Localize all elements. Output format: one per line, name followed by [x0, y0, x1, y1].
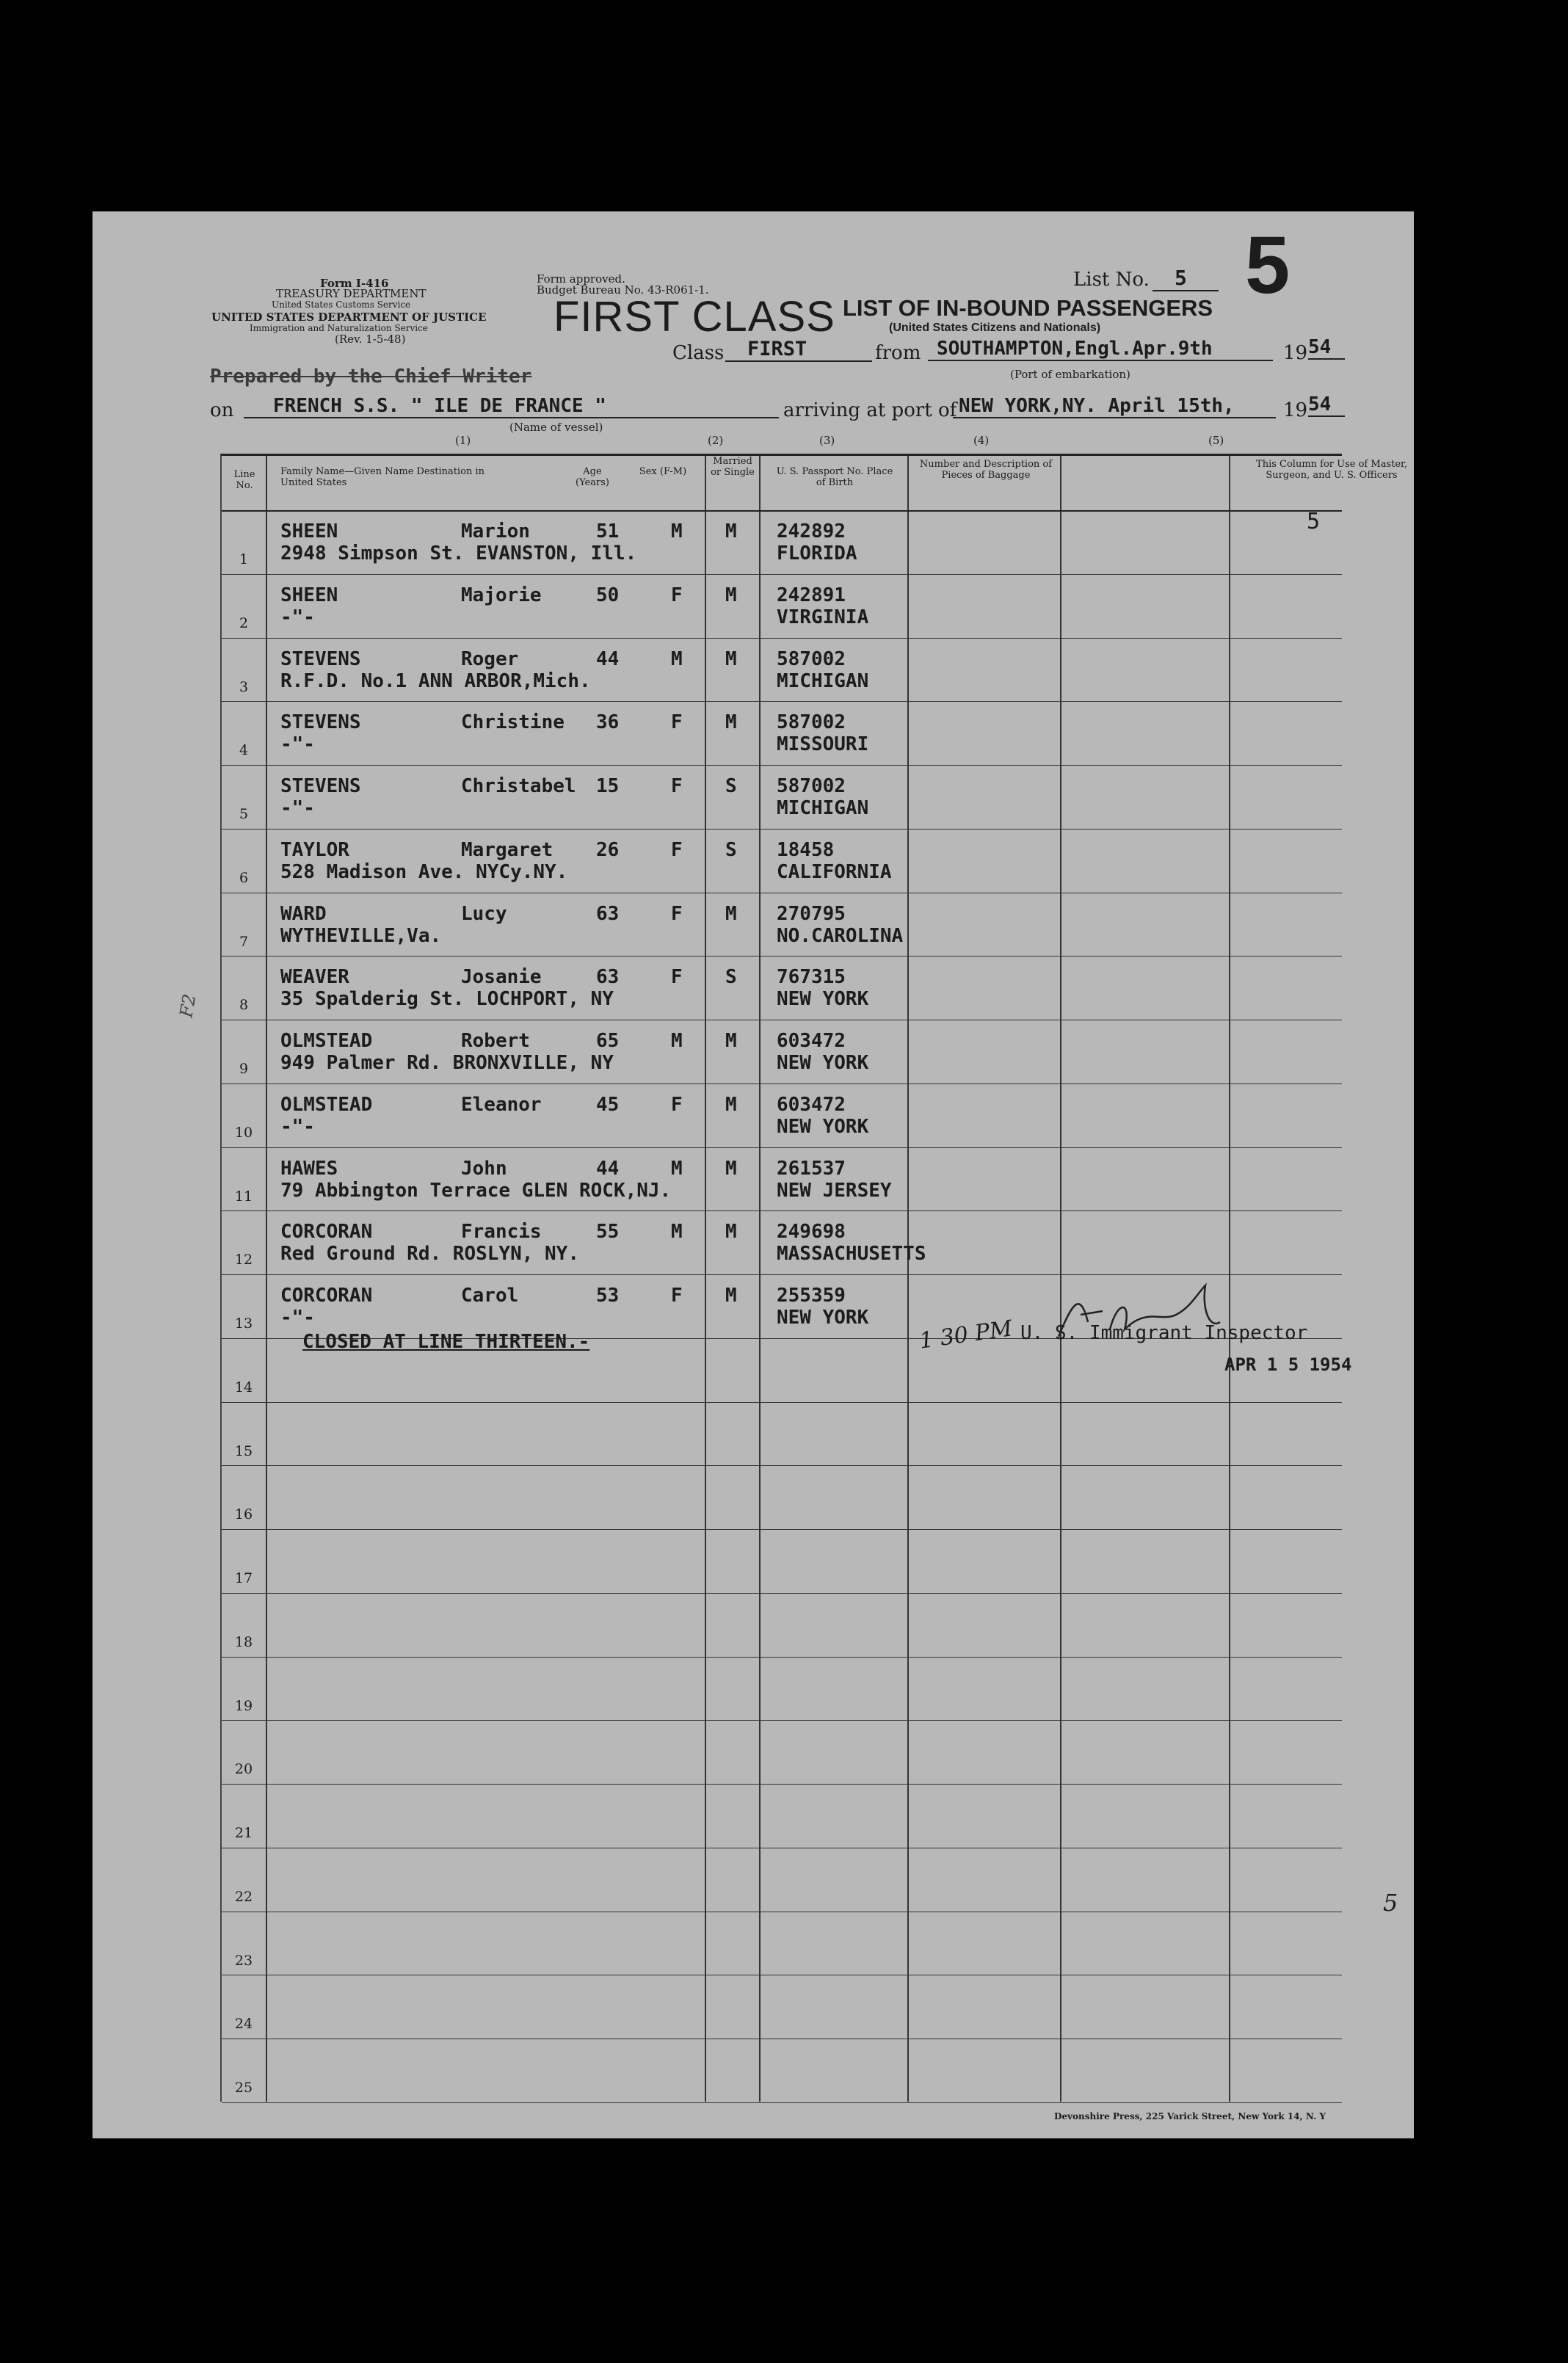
- header-baggage: Number and Description of Pieces of Baggage: [919, 459, 1053, 481]
- passport-number: 587002: [777, 711, 846, 734]
- family-name: TAYLOR: [280, 838, 349, 861]
- age: 63: [596, 902, 620, 925]
- header-age: Age (Years): [576, 466, 609, 488]
- age: 44: [596, 647, 620, 670]
- col-num-3: (3): [819, 434, 835, 447]
- given-name: Lucy: [461, 902, 507, 925]
- header-name: Family Name—Given Name Destination in United States: [280, 466, 485, 488]
- first-class-title: FIRST CLASS: [553, 293, 835, 341]
- year-1: 54: [1308, 336, 1345, 360]
- year-2: 54: [1308, 393, 1345, 417]
- form-number: Form I-416: [320, 277, 389, 290]
- col-num-1: (1): [455, 434, 471, 447]
- vessel-name: FRENCH S.S. " ILE DE FRANCE ": [244, 395, 860, 418]
- given-name: Robert: [461, 1030, 530, 1052]
- sex: M: [671, 1157, 683, 1180]
- birthplace: FLORIDA: [777, 542, 857, 565]
- birthplace: NEW YORK: [777, 988, 869, 1011]
- passport-number: 18458: [777, 838, 835, 861]
- age: 50: [596, 584, 620, 606]
- family-name: WARD: [280, 902, 327, 925]
- family-name: OLMSTEAD: [280, 1093, 373, 1116]
- family-name: CORCORAN: [280, 1285, 373, 1307]
- passport-number: 603472: [777, 1093, 846, 1116]
- line-number: 2: [239, 614, 249, 631]
- married-single: S: [725, 966, 737, 989]
- line-number: 16: [234, 1506, 253, 1523]
- destination-address: R.F.D. No.1 ANN ARBOR,Mich.: [280, 669, 591, 692]
- revision: (Rev. 1-5-48): [335, 333, 406, 346]
- passenger-table: [220, 454, 1407, 2102]
- family-name: SHEEN: [280, 520, 338, 542]
- passport-number: 767315: [777, 966, 846, 989]
- vessel-caption: (Name of vessel): [509, 421, 603, 434]
- destination-address: 35 Spalderig St. LOCHPORT, NY: [280, 988, 614, 1011]
- line-number: 20: [234, 1761, 253, 1778]
- line-number: 3: [239, 678, 249, 695]
- sex: F: [671, 1093, 683, 1116]
- line-number: 25: [234, 2080, 253, 2096]
- line-number: 23: [234, 1952, 253, 1969]
- sex: F: [671, 584, 683, 606]
- inspector-time-note: 1 30 PM: [918, 1315, 1015, 1354]
- birthplace: VIRGINIA: [777, 606, 869, 628]
- header-passport: U. S. Passport No. Place of Birth: [776, 466, 893, 488]
- family-name: CORCORAN: [280, 1221, 373, 1244]
- printer-credit: Devonshire Press, 225 Varick Street, New York 14, N. Y: [1054, 2111, 1326, 2121]
- line-number: 17: [234, 1570, 253, 1586]
- passport-number: 587002: [777, 775, 846, 797]
- line-number: 7: [239, 933, 249, 950]
- line-number: 5: [239, 806, 249, 822]
- sex: M: [671, 1030, 683, 1052]
- sex: F: [671, 902, 683, 925]
- arriving-label: arriving at port of: [779, 399, 961, 421]
- year-prefix-1: 19: [1283, 342, 1308, 364]
- line-number: 11: [234, 1188, 253, 1205]
- line-number: 12: [234, 1252, 253, 1268]
- family-name: SHEEN: [280, 584, 338, 606]
- passport-number: 603472: [777, 1030, 846, 1052]
- passenger-row: [222, 510, 1342, 574]
- birthplace: CALIFORNIA: [777, 860, 892, 883]
- from-value: SOUTHAMPTON,Engl.Apr.9th: [928, 338, 1273, 361]
- line-number: 24: [234, 2016, 253, 2033]
- line-number: 14: [234, 1379, 253, 1395]
- passenger-row: [222, 1147, 1342, 1211]
- sex: F: [671, 711, 683, 734]
- passport-number: 587002: [777, 647, 846, 670]
- closed-notice: CLOSED AT LINE THIRTEEN.-: [302, 1331, 590, 1353]
- married-single: M: [725, 1285, 737, 1307]
- line-number: 18: [234, 1633, 253, 1650]
- passenger-row: [222, 829, 1342, 893]
- list-subtitle: (United States Citizens and Nationals): [889, 322, 1101, 334]
- inspection-date-stamp: APR 1 5 1954: [1224, 1354, 1352, 1375]
- family-name: OLMSTEAD: [280, 1030, 373, 1052]
- passenger-row: [222, 1210, 1342, 1274]
- list-title: LIST OF IN-BOUND PASSENGERS: [843, 295, 1213, 321]
- passport-number: 249698: [777, 1221, 846, 1244]
- margin-note: 5: [1383, 1889, 1398, 1917]
- line-number: 4: [239, 742, 249, 759]
- line-number: 10: [234, 1124, 253, 1141]
- inspector-label: U. S. Immigrant Inspector: [1020, 1322, 1308, 1344]
- destination-address: -"-: [280, 733, 315, 756]
- from-label: from: [875, 342, 921, 364]
- passenger-row: [222, 765, 1342, 829]
- passport-number: 242891: [777, 584, 846, 606]
- header-sex: Sex (F-M): [639, 466, 687, 477]
- age: 65: [596, 1030, 620, 1052]
- age: 51: [596, 520, 620, 542]
- married-single: M: [725, 647, 737, 670]
- form-approved: Form approved.: [537, 272, 625, 286]
- given-name: Christabel: [461, 775, 576, 797]
- line-number: 1: [239, 551, 249, 567]
- destination-address: -"-: [280, 606, 315, 628]
- passport-number: 255359: [777, 1285, 846, 1307]
- line-number: 9: [239, 1061, 249, 1077]
- list-no-value: 5: [1153, 266, 1219, 291]
- married-single: M: [725, 1093, 737, 1116]
- family-name: STEVENS: [280, 775, 361, 797]
- sex: M: [671, 1221, 683, 1244]
- married-single: S: [725, 775, 737, 797]
- married-single: M: [725, 520, 737, 542]
- sex: F: [671, 775, 683, 797]
- destination-address: WYTHEVILLE,Va.: [280, 924, 442, 947]
- destination-address: 2948 Simpson St. EVANSTON, Ill.: [280, 542, 637, 565]
- birthplace: NEW YORK: [777, 1307, 869, 1329]
- sex: F: [671, 1285, 683, 1307]
- passenger-row: [222, 574, 1342, 638]
- passport-number: 261537: [777, 1157, 846, 1180]
- passenger-row: [222, 893, 1342, 957]
- given-name: John: [461, 1157, 507, 1180]
- birthplace: MASSACHUSETTS: [777, 1243, 926, 1266]
- class-label: Class: [672, 342, 725, 364]
- passenger-row: [222, 1020, 1342, 1084]
- line-number: 21: [234, 1825, 253, 1841]
- on-label: on: [210, 399, 234, 421]
- col-num-5: (5): [1208, 434, 1224, 447]
- destination-address: -"-: [280, 1307, 315, 1329]
- given-name: Majorie: [461, 584, 542, 606]
- destination-address: 949 Palmer Rd. BRONXVILLE, NY: [280, 1052, 614, 1074]
- destination-address: Red Ground Rd. ROSLYN, NY.: [280, 1243, 579, 1266]
- col-num-2: (2): [708, 434, 724, 447]
- line-number: 13: [234, 1315, 253, 1332]
- passenger-row: [222, 956, 1342, 1020]
- given-name: Josanie: [461, 966, 542, 989]
- port-embarkation-caption: (Port of embarkation): [1010, 368, 1130, 381]
- birthplace: MICHIGAN: [777, 797, 869, 819]
- arrival-port: NEW YORK,NY. April 15th,: [953, 395, 1276, 418]
- birthplace: NEW YORK: [777, 1052, 869, 1074]
- given-name: Roger: [461, 647, 519, 670]
- side-mark: F2: [175, 992, 200, 1020]
- line-number: 15: [234, 1442, 253, 1459]
- given-name: Marion: [461, 520, 530, 542]
- line-number: 6: [239, 869, 249, 886]
- line-number: 22: [234, 1888, 253, 1905]
- age: 45: [596, 1093, 620, 1116]
- age: 36: [596, 711, 620, 734]
- married-single: M: [725, 902, 737, 925]
- age: 63: [596, 966, 620, 989]
- given-name: Francis: [461, 1221, 542, 1244]
- header-married-single: Married or Single: [711, 456, 755, 478]
- passport-number: 242892: [777, 520, 846, 542]
- age: 53: [596, 1285, 620, 1307]
- sex: F: [671, 838, 683, 861]
- birthplace: NEW YORK: [777, 1115, 869, 1138]
- family-name: STEVENS: [280, 647, 361, 670]
- given-name: Eleanor: [461, 1093, 542, 1116]
- year-prefix-2: 19: [1283, 399, 1308, 421]
- married-single: M: [725, 1030, 737, 1052]
- family-name: WEAVER: [280, 966, 349, 989]
- col-num-4: (4): [973, 434, 990, 447]
- family-name: HAWES: [280, 1157, 338, 1180]
- passenger-row: [222, 1084, 1342, 1147]
- age: 44: [596, 1157, 620, 1180]
- married-single: M: [725, 1157, 737, 1180]
- married-single: M: [725, 1221, 737, 1244]
- sex: F: [671, 966, 683, 989]
- birthplace: MICHIGAN: [777, 669, 869, 692]
- passenger-row: [222, 638, 1342, 702]
- family-name: STEVENS: [280, 711, 361, 734]
- passenger-row: [222, 701, 1342, 765]
- destination-address: -"-: [280, 1115, 315, 1138]
- married-single: S: [725, 838, 737, 861]
- inspector-signature: [1051, 1278, 1227, 1351]
- birthplace: MISSOURI: [777, 733, 869, 756]
- prepared-by: Prepared by the Chief Writer: [210, 366, 532, 388]
- line-number: 8: [239, 997, 249, 1014]
- ins-service: Immigration and Naturalization Service: [250, 323, 428, 333]
- passport-number: 270795: [777, 902, 846, 925]
- destination-address: 79 Abbington Terrace GLEN ROCK,NJ.: [280, 1179, 672, 1202]
- list-no-label: List No.: [1073, 269, 1150, 291]
- given-name: Margaret: [461, 838, 553, 861]
- destination-address: -"-: [280, 797, 315, 819]
- sex: M: [671, 520, 683, 542]
- age: 55: [596, 1221, 620, 1244]
- age: 15: [596, 775, 620, 797]
- officer-mark: 5: [1307, 509, 1321, 534]
- header-officers: This Column for Use of Master, Surgeon, and U. S. Officers: [1256, 459, 1407, 481]
- class-value: FIRST: [725, 338, 872, 362]
- manifest-sheet: [92, 211, 1414, 2138]
- budget-bureau: Budget Bureau No. 43-R061-1.: [537, 283, 709, 297]
- header-line-no: Line No.: [233, 469, 255, 491]
- customs-service: United States Customs Service: [272, 300, 411, 310]
- justice-dept: UNITED STATES DEPARTMENT OF JUSTICE: [211, 311, 487, 324]
- sex: M: [671, 647, 683, 670]
- destination-address: 528 Madison Ave. NYCy.NY.: [280, 860, 568, 883]
- birthplace: NO.CAROLINA: [777, 924, 904, 947]
- birthplace: NEW JERSEY: [777, 1179, 892, 1202]
- age: 26: [596, 838, 620, 861]
- given-name: Carol: [461, 1285, 519, 1307]
- married-single: M: [725, 711, 737, 734]
- treasury-dept: TREASURY DEPARTMENT: [276, 287, 427, 300]
- line-number: 19: [234, 1697, 253, 1714]
- big-list-number: 5: [1245, 220, 1291, 311]
- given-name: Christine: [461, 711, 565, 734]
- married-single: M: [725, 584, 737, 606]
